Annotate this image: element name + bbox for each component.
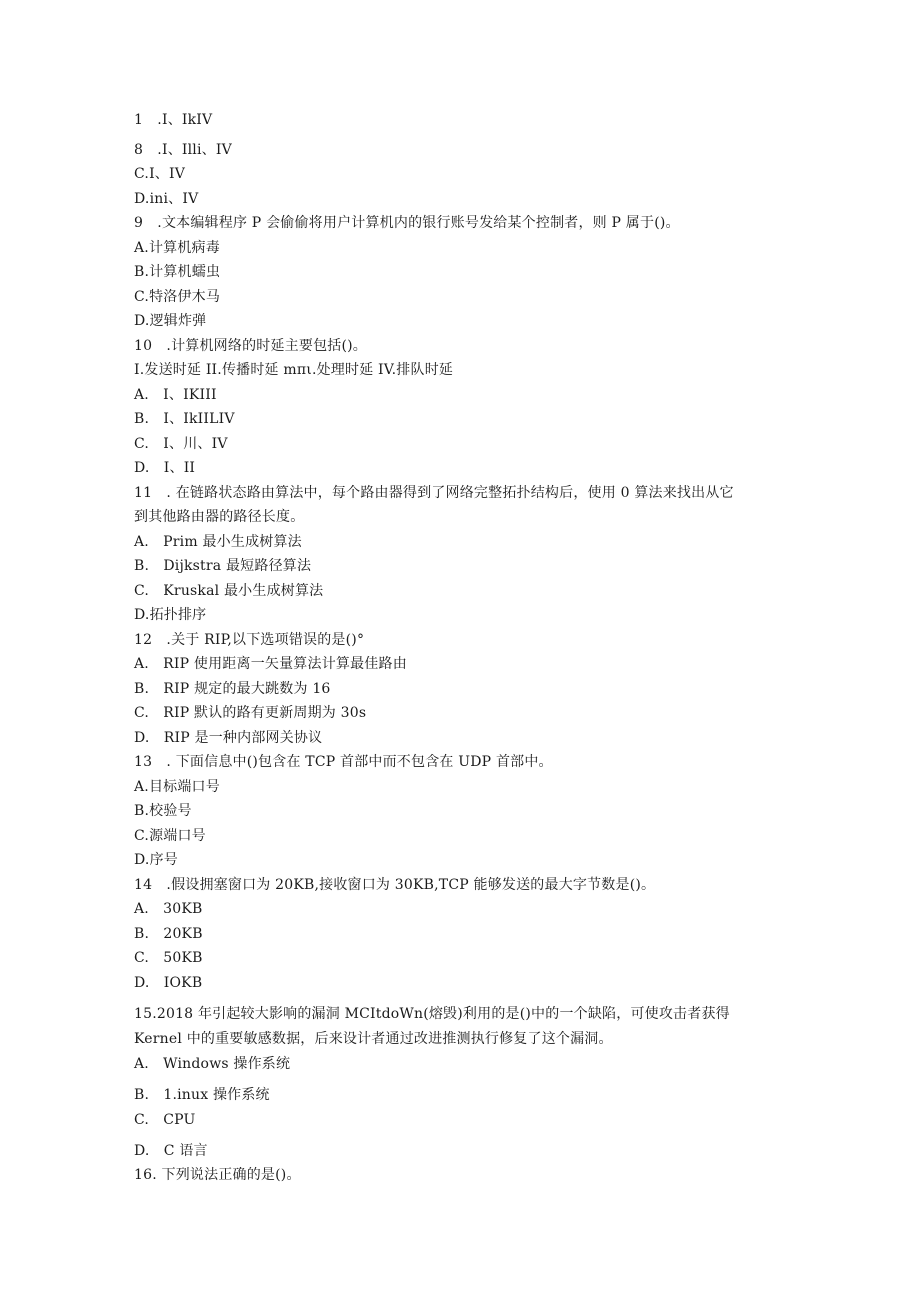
question-16: 16. 下列说法正确的是()。 [134,1167,301,1183]
option-a: A. Windows 操作系统 [134,1056,291,1072]
option-b: B. 1.inux 操作系统 [134,1087,270,1103]
text-line: 到其他路由器的路径长度。 [134,509,305,525]
option-a: A. RIP 使用距离一矢量算法计算最佳路由 [134,656,407,672]
question-11: 11 . 在链路状态路由算法中，每个路由器得到了网络完整拓扑结构后，使用 0 算法来找出从它 [134,485,734,501]
option-b: B. I、IkIILIV [134,411,235,427]
text-line: Kernel 中的重要敏感数据，后来设计者通过改进推测执行修复了这个漏洞。 [134,1031,613,1047]
option-a: A. Prim 最小生成树算法 [134,534,302,550]
option-b: B. 20KB [134,926,203,942]
option-c: C. CPU [134,1112,196,1128]
option-b: B. Dijkstra 最短路径算法 [134,558,312,574]
option-c: C. I、川、IV [134,436,228,452]
option-a: A. I、IKIII [134,387,217,403]
option-d: D. IOKB [134,975,203,991]
option-b: B.校验号 [134,803,192,819]
option-c: C. Kruskal 最小生成树算法 [134,583,324,599]
option-d: D.序号 [134,852,178,868]
option-a: A.目标端口号 [134,779,220,795]
option-b: B.计算机蠕虫 [134,264,221,280]
option-c: C. RIP 默认的路有更新周期为 30s [134,705,367,721]
option-b: B. RIP 规定的最大跳数为 16 [134,681,331,697]
option-d: D.拓扑排序 [134,607,207,623]
text-line: I.发送时延 II.传播时延 mπι.处理时延 IV.排队时延 [134,362,454,378]
question-13: 13 . 下面信息中()包含在 TCP 首部中而不包含在 UDP 首部中。 [134,754,553,770]
option-c: C. 50KB [134,950,203,966]
text-line: 1 .I、IkIV [134,112,213,128]
option-a: A. 30KB [134,901,203,917]
question-15: 15.2018 年引起较大影响的漏洞 MCItdoWn(熔毁)利用的是()中的一个缺陷，可使攻击者获得 [134,1006,730,1022]
option-d: D. RIP 是一种内部网关协议 [134,730,323,746]
option-d: D.逻辑炸弹 [134,313,207,329]
question-9: 9 .文本编辑程序 P 会偷偷将用户计算机内的银行账号发给某个控制者，则 P 属于()。 [134,215,680,231]
question-12: 12 .关于 RIP,以下选项错误的是()° [134,632,365,648]
option-a: A.计算机病毒 [134,240,220,256]
question-14: 14 .假设拥塞窗口为 20KB,接收窗口为 30KB,TCP 能够发送的最大字节数是()。 [134,877,656,893]
text-line: C.I、IV [134,166,186,182]
option-d: D. C 语言 [134,1143,208,1159]
text-line: D.ini、IV [134,191,199,207]
text-line: 8 .I、Illi、IV [134,142,232,158]
question-10: 10 .计算机网络的时延主要包括()。 [134,338,367,354]
option-c: C.源端口号 [134,828,206,844]
option-c: C.特洛伊木马 [134,289,221,305]
option-d: D. I、II [134,460,196,476]
